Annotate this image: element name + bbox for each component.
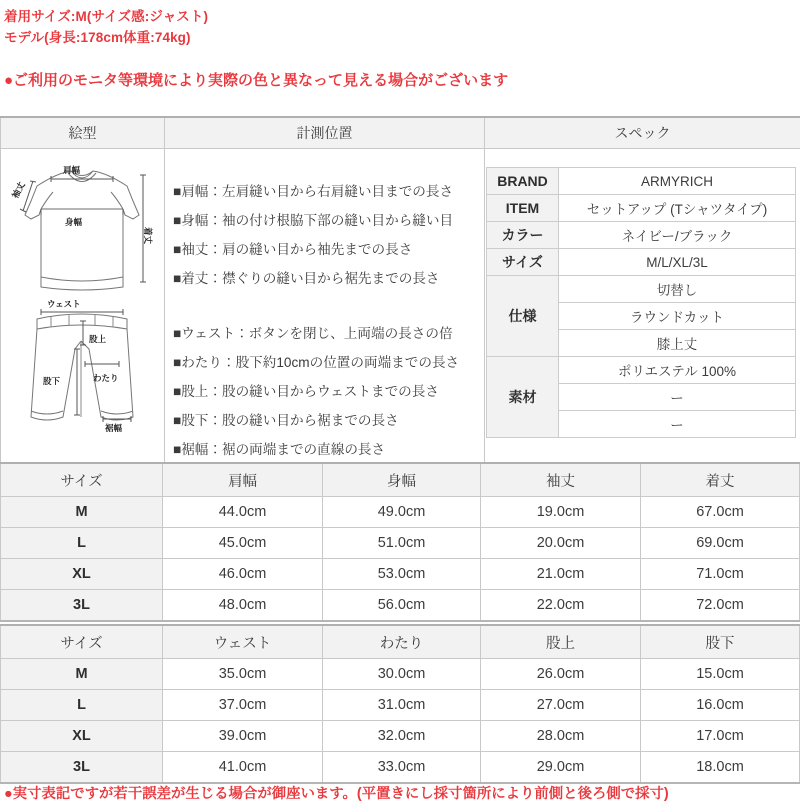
table-row [1,559,800,590]
pants-l-thigh: 31.0cm [323,690,481,721]
worn-size-line: 着用サイズ:M(サイズ感:ジャスト) [4,9,209,24]
spec-key-color: カラー [487,222,559,249]
shirt-col-sleeve: 袖丈 [481,463,641,497]
measure-desc-inseam: ■股下：股の縫い目から裾までの長さ [173,413,399,428]
pants-row-label-m: M [1,659,163,690]
measure-desc-hem: ■裾幅：裾の両端までの直線の長さ [173,442,386,457]
shirt-m-shoulder: 44.0cm [163,497,323,528]
shirt-sleeve-label: 袖丈 [9,180,27,200]
shirt-row-label-l: L [1,528,163,559]
measure-desc-length: ■着丈：襟ぐりの縫い目から裾先までの長さ [173,271,440,286]
illustration-cell [1,149,165,465]
spec-row-material-1 [487,357,796,384]
spec-row-item [487,195,796,222]
pants-row-label-3l: 3L [1,752,163,784]
shirt-length-label: 着丈 [143,227,153,245]
pants-l-inseam: 16.0cm [641,690,800,721]
spec-value-size: M/L/XL/3L [559,249,796,276]
measurement-description-list [165,149,484,464]
measure-desc-body: ■身幅：袖の付け根脇下部の縫い目から縫い目 [173,213,454,228]
measure-desc-shoulder: ■肩幅：左肩縫い目から右肩縫い目までの長さ [173,184,454,199]
pants-size-table [0,624,800,784]
pants-m-inseam: 15.0cm [641,659,800,690]
model-spec-line: モデル(身長:178cm体重:74kg) [4,30,191,45]
pants-rise-label: 股上 [89,334,107,344]
pants-waist-label: ウェスト [47,299,81,309]
main-table-header-row [1,117,800,149]
pants-m-waist: 35.0cm [163,659,323,690]
pants-thigh-label: わたり [93,373,119,383]
pants-3l-rise: 29.0cm [481,752,641,784]
measurement-disclaimer: ●実寸表記ですが若干誤差が生じる場合が御座います。(平置きにし採寸箇所により前側と後ろ側で採寸) [4,786,669,802]
pants-col-waist: ウェスト [163,625,323,659]
shirt-row-label-3l: 3L [1,590,163,622]
measure-position-cell [165,149,485,465]
spec-value-material-2: ー [559,384,796,411]
shirt-l-sleeve: 20.0cm [481,528,641,559]
shirt-3l-length: 72.0cm [641,590,800,622]
table-row [1,659,800,690]
shirt-m-sleeve: 19.0cm [481,497,641,528]
table-row [1,528,800,559]
table-row [1,690,800,721]
spec-row-feature-1 [487,276,796,303]
shirt-col-body: 身幅 [323,463,481,497]
pants-col-size: サイズ [1,625,163,659]
spec-value-item: セットアップ (Tシャツタイプ) [559,195,796,222]
shirt-3l-sleeve: 22.0cm [481,590,641,622]
pants-hem-label: 裾幅 [105,423,123,433]
pants-row-label-xl: XL [1,721,163,752]
pants-row-label-l: L [1,690,163,721]
pants-3l-inseam: 18.0cm [641,752,800,784]
shirt-l-length: 69.0cm [641,528,800,559]
spec-value-feature-2: ラウンドカット [559,303,796,330]
pants-col-inseam: 股下 [641,625,800,659]
shirt-col-shoulder: 肩幅 [163,463,323,497]
shirt-3l-body: 56.0cm [323,590,481,622]
shirt-col-length: 着丈 [641,463,800,497]
shirt-row-label-m: M [1,497,163,528]
shirt-size-table [0,462,800,622]
shirt-m-length: 67.0cm [641,497,800,528]
measure-desc-sleeve: ■袖丈：肩の縫い目から袖先までの長さ [173,242,413,257]
shirt-xl-shoulder: 46.0cm [163,559,323,590]
spec-value-material-3: ー [559,411,796,438]
col-header-illustration: 絵型 [1,117,165,149]
spec-row-brand [487,168,796,195]
spec-key-item: ITEM [487,195,559,222]
pants-l-rise: 27.0cm [481,690,641,721]
pants-xl-rise: 28.0cm [481,721,641,752]
spec-value-feature-3: 膝上丈 [559,330,796,357]
shirt-l-body: 51.0cm [323,528,481,559]
spec-value-feature-1: 切替し [559,276,796,303]
pants-xl-waist: 39.0cm [163,721,323,752]
spec-value-brand: ARMYRICH [559,168,796,195]
pants-inseam-label: 股下 [43,376,61,386]
table-row [1,590,800,622]
model-info [4,6,208,48]
shirt-l-shoulder: 45.0cm [163,528,323,559]
pants-3l-waist: 41.0cm [163,752,323,784]
shirt-body-label: 身幅 [65,217,83,227]
desc-spacer [173,293,484,319]
pants-size-header-row [1,625,800,659]
spec-key-size: サイズ [487,249,559,276]
pants-col-rise: 股上 [481,625,641,659]
table-row [1,497,800,528]
spec-value-material-1: ポリエステル 100% [559,357,796,384]
table-row [1,721,800,752]
pants-l-waist: 37.0cm [163,690,323,721]
pants-m-rise: 26.0cm [481,659,641,690]
pants-xl-thigh: 32.0cm [323,721,481,752]
shirt-row-label-xl: XL [1,559,163,590]
spec-key-material: 素材 [487,357,559,438]
shirt-size-header-row [1,463,800,497]
shirt-xl-sleeve: 21.0cm [481,559,641,590]
table-row [1,752,800,784]
spec-row-size [487,249,796,276]
pants-col-thigh: わたり [323,625,481,659]
measure-desc-rise: ■股上：股の縫い目からウェストまでの長さ [173,384,439,399]
spec-value-color: ネイビー/ブラック [559,222,796,249]
shirt-3l-shoulder: 48.0cm [163,590,323,622]
garment-diagrams [1,149,165,449]
pants-3l-thigh: 33.0cm [323,752,481,784]
spec-row-color [487,222,796,249]
monitor-color-notice: ●ご利用のモニタ等環境により実際の色と異なって見える場合がございます [4,72,509,89]
shirt-shoulder-label: 肩幅 [63,165,81,175]
product-spec-table [486,167,796,438]
spec-key-feature: 仕様 [487,276,559,357]
shirt-xl-length: 71.0cm [641,559,800,590]
shirt-xl-body: 53.0cm [323,559,481,590]
col-header-spec: スペック [485,117,800,149]
shirt-col-size: サイズ [1,463,163,497]
spec-key-brand: BRAND [487,168,559,195]
measure-desc-thigh: ■わたり：股下約10cmの位置の両端までの長さ [173,355,460,370]
pants-m-thigh: 30.0cm [323,659,481,690]
pants-xl-inseam: 17.0cm [641,721,800,752]
col-header-measure-position: 計測位置 [165,117,485,149]
measure-desc-waist: ■ウェスト：ボタンを閉じ、上両端の長さの倍 [173,326,453,341]
shirt-m-body: 49.0cm [323,497,481,528]
